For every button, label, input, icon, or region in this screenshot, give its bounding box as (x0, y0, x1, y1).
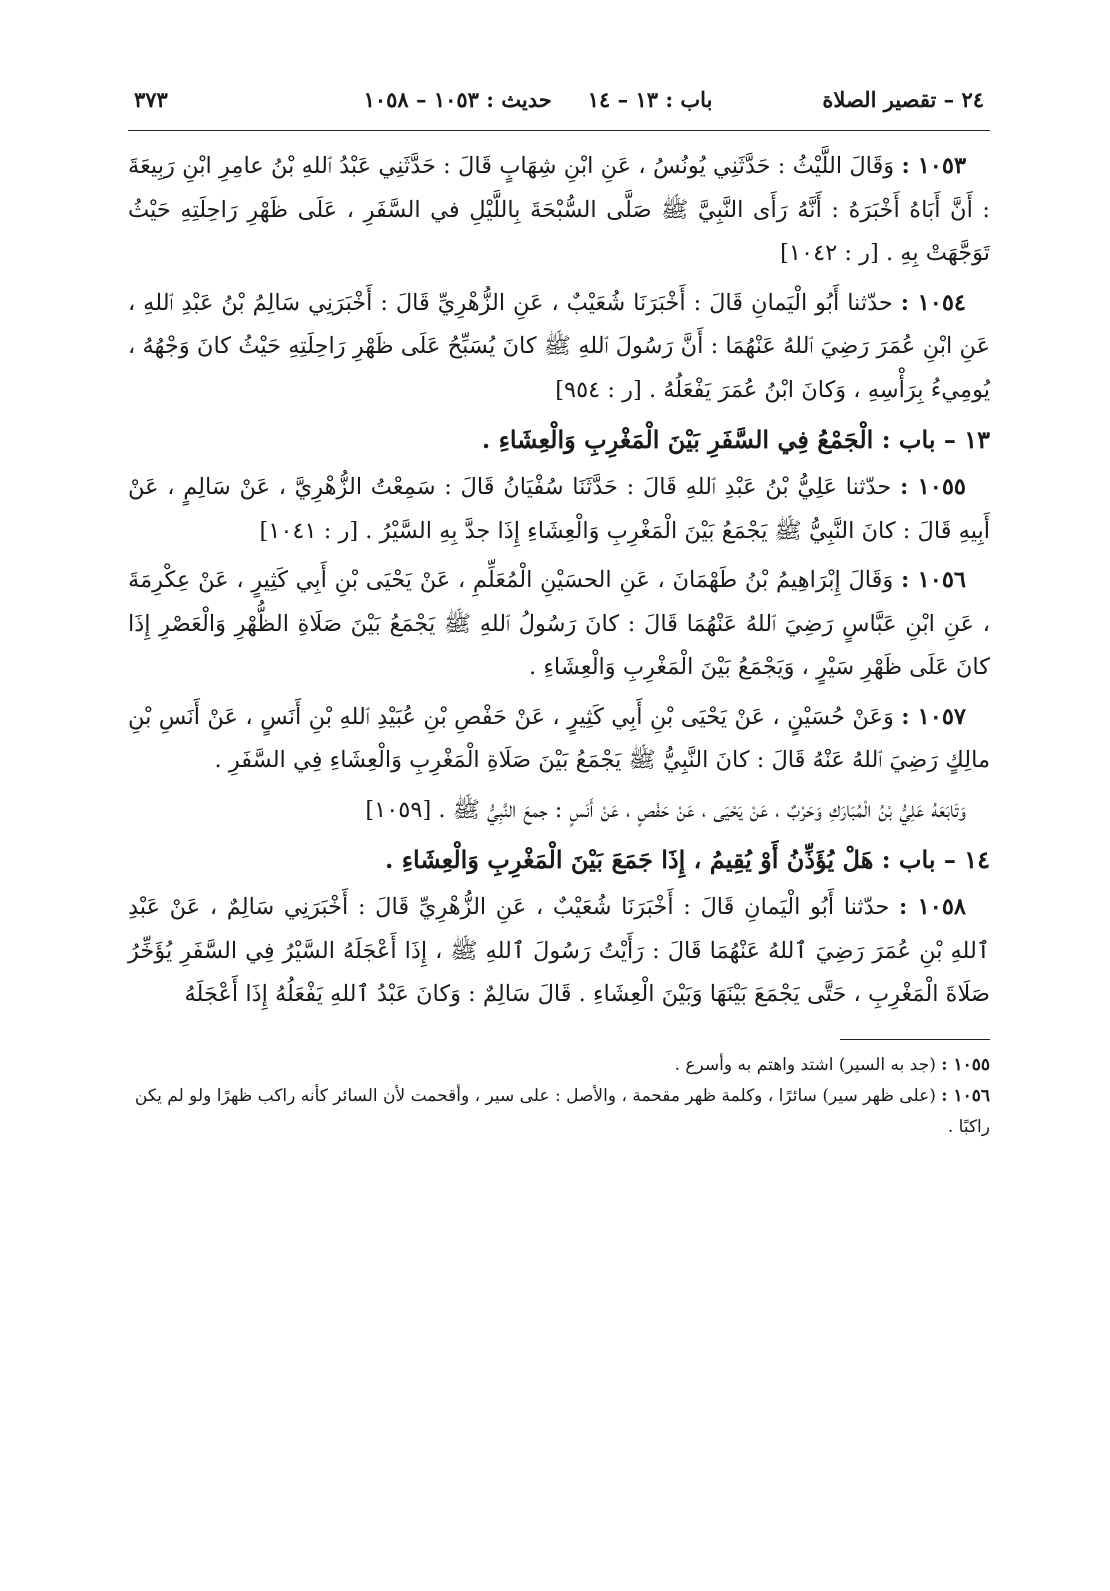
chapter-heading-14: ١٤ – باب : هَلْ يُؤَذِّنُ أَوْ يُقِيمُ ، إِذَا جَمَعَ بَيْنَ الْمَغْرِبِ وَالْعِشَاءِ . (385, 845, 990, 874)
hadith-1055 (128, 466, 990, 553)
hadith-text: وَعَنْ حُسَيْنٍ ، عَنْ يَحْيَى بْنِ أَبِي كَثِيرٍ ، عَنْ حَفْصِ بْنِ عُبَيْدِ ٱللهِ بْنِ أَنَسٍ ، عَنْ أَنَسِ بْنِ مالِكٍ رَضِيَ ٱللهُ عَنْهُ قَالَ : كانَ النَّبِيُّ ﷺ يَجْمَعُ بَيْنَ صَلَاةِ الْمَغْرِبِ وَالْعِشَاءِ فِي السَّفَرِ . (128, 703, 990, 773)
hadith-number: ١٠٥٥ : (899, 474, 966, 500)
footnotes (128, 1050, 990, 1143)
page-number: ٣٧٣ (134, 87, 168, 112)
hadith-1053 (128, 145, 990, 276)
cross-reference: [ر : ٩٥٤] (555, 376, 642, 403)
footnote-1056 (128, 1081, 990, 1143)
hadith-1056 (128, 559, 990, 690)
cross-reference: [ر : ١٠٤١] (259, 517, 359, 544)
book-page (128, 80, 990, 1540)
footnote-1055 (128, 1050, 990, 1081)
hadith-number: ١٠٥٤ : (900, 289, 966, 316)
hadith-text: حدّثنا أَبُو الْيَمانِ قَالَ : أَخْبَرَنَا شُعَيْبٌ ، عَنِ الزُّهْرِيِّ قَالَ : أَخْبَرَنِي سَالِمٌ ، عَنْ عَبْدِ ٱللهِ بْنِ عُمَرَ رَضِيَ ٱللهُ عَنْهُمَا قَالَ : رَأَيْتُ رَسُولَ ٱللهِ ﷺ ، إِذَا أَعْجَلَهُ السَّيْرُ فِي السَّفَرِ يُؤَخِّرُ صَلَاةَ الْمَغْرِبِ ، حَتَّى يَجْمَعَ بَيْنَهَا وَبَيْنَ الْعِشَاءِ . قَالَ سَالِمٌ : وَكانَ عَبْدُ ٱللهِ يَفْعَلُهُ إِذَا أَعْجَلَهُ (128, 894, 990, 1007)
footnote-number: ١٠٥٥ : (941, 1054, 990, 1075)
hadith-text: حدّثنا أَبُو الْيَمانِ قَالَ : أَخْبَرَنَا شُعَيْبٌ ، عَنِ الزُّهْرِيِّ قَالَ : أَخْبَرَنِي سَالِمُ بْنُ عَبْدِ ٱللهِ ، عَنِ ابْنِ عُمَرَ رَضِيَ ٱللهُ عَنْهُمَا : أَنَّ رَسُولَ ٱللهِ ﷺ كانَ يُسَبِّحُ عَلَى ظَهْرِ رَاحِلَتِهِ حَيْثُ كانَ وَجْهُهُ ، يُومِيءُ بِرَأْسِهِ ، وَكانَ ابْنُ عُمَرَ يَفْعَلُهُ . (128, 289, 990, 403)
hadith-number: ١٠٥٨ : (899, 894, 966, 920)
hadith-text: حدّثنا عَلِيُّ بْنُ عَبْدِ ٱللهِ قَالَ : حَدَّثَنَا سُفْيَانُ قَالَ : سَمِعْتُ الزُّهْرِيَّ ، عَنْ سَالِمٍ ، عَنْ أَبِيهِ قَالَ : كانَ النَّبِيُّ ﷺ يَجْمَعُ بَيْنَ الْمَغْرِبِ وَالْعِشَاءِ إِذَا جدَّ بِهِ السَّيْرُ . (128, 474, 990, 544)
main-text (128, 145, 990, 1017)
hadith-1058 (128, 886, 990, 1017)
running-header (128, 80, 990, 120)
hadith-text: وَقَالَ اللَّيْثُ : حَدَّثَنِي يُونُسُ ، عَنِ ابْنِ شِهَابٍ قَالَ : حَدَّثَنِي عَبْدُ ٱللهِ بْنُ عامِرِ ابْنِ رَبِيعَةَ : أَنَّ أَبَاهُ أَخْبَرَهُ : أَنَّهُ رَأَى النَّبِيَّ ﷺ صَلَّى السُّبْحَةَ بِاللَّيْلِ في السَّفَرِ ، عَلَى ظَهْرِ رَاحِلَتِهِ حَيْثُ تَوَجَّهَتْ بِهِ . (128, 153, 990, 266)
hadith-number: ١٠٥٣ : (901, 153, 967, 179)
header-hadith-range: حديث : ١٠٥٣ – ١٠٥٨ (363, 87, 552, 112)
header-bab-range: باب : ١٣ – ١٤ (587, 87, 713, 112)
hadith-number: ١٠٥٧ : (901, 703, 967, 730)
hadith-1057-mutabaa (128, 789, 990, 833)
chapter-heading-13: ١٣ – باب : الْجَمْعُ فِي السَّفَرِ بَيْنَ الْمَغْرِبِ وَالْعِشَاءِ . (481, 425, 990, 454)
hadith-1057 (128, 696, 990, 783)
footnote-number: ١٠٥٦ : (941, 1085, 990, 1106)
mutabaa-text: وَتَابَعَهُ عَلِيُّ بْنُ الْمُبَارَكِ وَحَرْبٌ ، عَنْ يَحْيَى ، عَنْ حَفْصٍ ، عَنْ أَنَسٍ : جمعَ النَّبِيُّ ﷺ . (438, 796, 966, 823)
cross-reference: [ر : ١٠٤٢] (780, 240, 879, 266)
footnote-text: (على ظهر سير) سائرًا ، وكلمة ظهر مقحمة ، والأصل : على سير ، وأقحمت لأن السائر كأنه راكب ظهرًا ولو لم يكن راكبًا . (134, 1085, 990, 1137)
footnote-divider (840, 1039, 990, 1040)
hadith-text: وَقَالَ إِبْرَاهِيمُ بْنُ طَهْمَانَ ، عَنِ الحسَيْنِ الْمُعَلِّمِ ، عَنْ يَحْيَى بْنِ أَبِي كَثِيرٍ ، عَنْ عِكْرِمَةَ ، عَنِ ابْنِ عَبَّاسٍ رَضِيَ ٱللهُ عَنْهُمَا قَالَ : كانَ رَسُولُ ٱللهِ ﷺ يَجْمَعُ بَيْنَ صَلَاةِ الظُّهْرِ وَالْعَصْرِ إِذَا كانَ عَلَى ظَهْرِ سَيْرٍ ، وَيَجْمَعُ بَيْنَ الْمَغْرِبِ وَالْعِشَاءِ . (128, 567, 990, 680)
hadith-1054 (128, 282, 990, 413)
hadith-number: ١٠٥٦ : (900, 567, 967, 593)
header-chapter-title: ٢٤ – تقصير الصلاة (822, 87, 984, 112)
cross-reference: [١٠٥٩] (365, 796, 432, 823)
header-divider (128, 130, 990, 131)
footnote-text: (جد به السير) اشتد واهتم به وأسرع . (674, 1054, 936, 1075)
